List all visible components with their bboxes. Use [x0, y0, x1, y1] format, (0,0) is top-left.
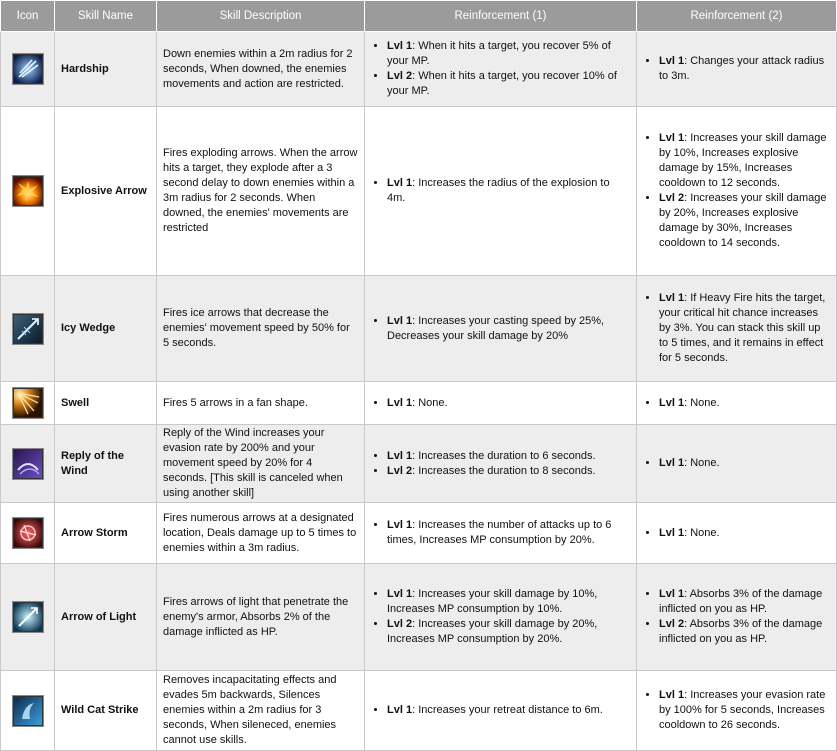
level-label: Lvl 2 [659, 618, 685, 630]
skill-description: Fires ice arrows that decrease the enemies' movement speed by 50% for 5 seconds. [157, 276, 365, 382]
skill-description: Fires 5 arrows in a fan shape. [157, 382, 365, 425]
skill-description: Fires arrows of light that penetrate the enemy's armor, Absorbs 2% of the damage inflicted as HP. [157, 564, 365, 671]
icon-cell [1, 503, 55, 564]
level-text: : Increases your skill damage by 10%, Increases MP consumption by 10%. [387, 588, 598, 615]
reinforcement-1-cell [365, 107, 637, 276]
reinforcement-2-cell [637, 671, 837, 751]
level-label: Lvl 1 [659, 588, 685, 600]
reinforcement-1-cell [365, 503, 637, 564]
level-text: : Changes your attack radius to 3m. [659, 55, 825, 82]
level-text: : When it hits a target, you recover 5% of your MP. [387, 40, 611, 67]
arrow-storm-skill-icon [13, 518, 43, 548]
header-reinforcement-2: Reinforcement (2) [637, 1, 837, 32]
reinforcement-1-cell [365, 564, 637, 671]
reinforcement-1-list [371, 176, 630, 206]
skills-body [1, 32, 837, 751]
skill-row [1, 425, 837, 503]
arrow-of-light-skill-icon [13, 602, 43, 632]
reinforcement-1-cell [365, 425, 637, 503]
skill-name: Arrow of Light [55, 564, 157, 671]
reinforcement-1-list [371, 449, 630, 479]
level-text: : Increases the duration to 6 seconds. [412, 449, 596, 462]
skill-description: Reply of the Wind increases your evasion rate by 200% and your movement speed by 20% for 4 seconds. [This skill is canceled when using another skill] [157, 425, 365, 503]
icy-wedge-skill-icon [13, 314, 43, 344]
reinforcement-2-list [643, 688, 830, 733]
level-text: : Increases your skill damage by 20%, Increases explosive damage by 30%, Increases cooldown to 14 seconds. [659, 192, 827, 249]
reinforcement-item [659, 617, 830, 647]
level-label: Lvl 2 [659, 192, 685, 204]
skill-description: Removes incapacitating effects and evades 5m backwards, Silences enemies within a 2m radius for 3 seconds, When sileneced, enemies cannot use skills. [157, 671, 365, 751]
reinforcement-item [387, 69, 630, 99]
reinforcement-item [387, 314, 630, 344]
reinforcement-1-list [371, 587, 630, 647]
reinforcement-1-list [371, 39, 630, 99]
reinforcement-item [387, 617, 630, 647]
level-text: : Increases your casting speed by 25%, Decreases your skill damage by 20% [387, 314, 605, 342]
skill-row [1, 503, 837, 564]
reinforcement-2-list [643, 456, 830, 471]
icon-cell [1, 276, 55, 382]
level-text: : Increases the radius of the explosion to 4m. [387, 177, 610, 204]
skill-name: Arrow Storm [55, 503, 157, 564]
reinforcement-2-cell [637, 276, 837, 382]
level-label: Lvl 1 [387, 314, 413, 327]
reinforcement-item [659, 688, 830, 733]
reinforcement-item [659, 396, 830, 411]
level-text: : Increases the duration to 8 seconds. [412, 464, 596, 477]
level-text: : Increases your retreat distance to 6m. [412, 704, 603, 716]
explosive-arrow-skill-icon [13, 176, 43, 206]
skill-row [1, 32, 837, 107]
reinforcement-item [659, 131, 830, 191]
reinforcement-item [659, 526, 830, 541]
reinforcement-2-cell [637, 503, 837, 564]
skill-name: Icy Wedge [55, 276, 157, 382]
header-skill-description: Skill Description [157, 1, 365, 32]
reinforcement-1-list [371, 396, 630, 411]
level-label: Lvl 1 [387, 396, 413, 409]
level-text: : Absorbs 3% of the damage inflicted on you as HP. [659, 588, 823, 615]
skill-description: Down enemies within a 2m radius for 2 seconds, When downed, the enemies movements and action are restricted. [157, 32, 365, 107]
reinforcement-2-list [643, 587, 830, 647]
reinforcement-1-cell [365, 671, 637, 751]
skill-name: Reply of the Wind [55, 425, 157, 503]
level-text: : When it hits a target, you recover 10% of your MP. [387, 70, 617, 97]
skill-row [1, 382, 837, 425]
swell-skill-icon [13, 388, 43, 418]
level-label: Lvl 2 [387, 618, 413, 630]
reinforcement-item [387, 464, 630, 479]
level-label: Lvl 1 [387, 704, 413, 716]
skill-description: Fires exploding arrows. When the arrow hits a target, they explode after a 3 second delay to down enemies within a 3m radius for 2 seconds. When downed, the enemies' movements are restricted [157, 107, 365, 276]
icon-cell [1, 671, 55, 751]
level-label: Lvl 1 [387, 40, 413, 52]
skill-name: Hardship [55, 32, 157, 107]
reinforcement-item [387, 587, 630, 617]
reinforcement-item [387, 396, 630, 411]
skill-name: Explosive Arrow [55, 107, 157, 276]
reinforcement-item [387, 703, 630, 718]
level-label: Lvl 1 [659, 132, 685, 144]
level-label: Lvl 1 [659, 55, 685, 67]
reinforcement-item [387, 518, 630, 548]
level-text: : Increases your evasion rate by 100% for 5 seconds, Increases cooldown to 26 seconds. [659, 689, 826, 731]
reinforcement-item [659, 456, 830, 471]
skill-row [1, 564, 837, 671]
reinforcement-2-list [643, 396, 830, 411]
hardship-skill-icon [13, 54, 43, 84]
level-text: : None. [684, 396, 720, 409]
level-label: Lvl 1 [387, 519, 413, 531]
level-label: Lvl 1 [659, 457, 685, 469]
icon-cell [1, 564, 55, 671]
skill-row [1, 107, 837, 276]
level-text: : None. [684, 457, 720, 469]
skill-row [1, 276, 837, 382]
reinforcement-2-list [643, 291, 830, 366]
header-row [1, 1, 837, 32]
reinforcement-1-cell [365, 276, 637, 382]
level-text: : If Heavy Fire hits the target, your critical hit chance increases by 3%. You can stack this skill up to 5 times, and it remains in effect for 5 seconds. [659, 292, 826, 364]
level-label: Lvl 1 [659, 292, 685, 304]
header-icon: Icon [1, 1, 55, 32]
header-skill-name: Skill Name [55, 1, 157, 32]
reinforcement-1-list [371, 703, 630, 718]
reinforcement-2-list [643, 131, 830, 251]
skill-description: Fires numerous arrows at a designated location, Deals damage up to 5 times to enemies within a 3m radius. [157, 503, 365, 564]
reinforcement-2-list [643, 54, 830, 84]
reinforcement-1-list [371, 314, 630, 344]
reinforcement-1-list [371, 518, 630, 548]
reinforcement-2-cell [637, 425, 837, 503]
level-label: Lvl 1 [387, 588, 413, 600]
wild-cat-strike-skill-icon [13, 696, 43, 726]
level-label: Lvl 1 [387, 449, 413, 462]
icon-cell [1, 382, 55, 425]
icon-cell [1, 107, 55, 276]
reinforcement-2-cell [637, 564, 837, 671]
level-text: : None. [684, 526, 720, 539]
reinforcement-item [387, 176, 630, 206]
reinforcement-item [387, 449, 630, 464]
reinforcement-item [659, 191, 830, 251]
reinforcement-2-cell [637, 107, 837, 276]
reinforcement-2-list [643, 526, 830, 541]
reinforcement-item [387, 39, 630, 69]
reinforcement-2-cell [637, 32, 837, 107]
level-label: Lvl 2 [387, 70, 413, 82]
skill-name: Swell [55, 382, 157, 425]
reinforcement-2-cell [637, 382, 837, 425]
level-text: : None. [412, 396, 448, 409]
skill-name: Wild Cat Strike [55, 671, 157, 751]
level-label: Lvl 1 [387, 177, 413, 189]
reply-of-the-wind-skill-icon [13, 449, 43, 479]
level-label: Lvl 1 [659, 526, 685, 539]
reinforcement-1-cell [365, 382, 637, 425]
level-label: Lvl 1 [659, 689, 685, 701]
icon-cell [1, 32, 55, 107]
level-text: : Absorbs 3% of the damage inflicted on you as HP. [659, 618, 823, 645]
level-text: : Increases the number of attacks up to 6 times, Increases MP consumption by 20%. [387, 519, 612, 546]
level-label: Lvl 2 [387, 464, 413, 477]
level-text: : Increases your skill damage by 10%, Increases explosive damage by 15%, Increases cooldown to 12 seconds. [659, 132, 827, 189]
icon-cell [1, 425, 55, 503]
level-text: : Increases your skill damage by 20%, Increases MP consumption by 20%. [387, 618, 598, 645]
reinforcement-item [659, 54, 830, 84]
reinforcement-item [659, 291, 830, 366]
level-label: Lvl 1 [659, 396, 685, 409]
reinforcement-1-cell [365, 32, 637, 107]
header-reinforcement-1: Reinforcement (1) [365, 1, 637, 32]
reinforcement-item [659, 587, 830, 617]
skill-row [1, 671, 837, 751]
